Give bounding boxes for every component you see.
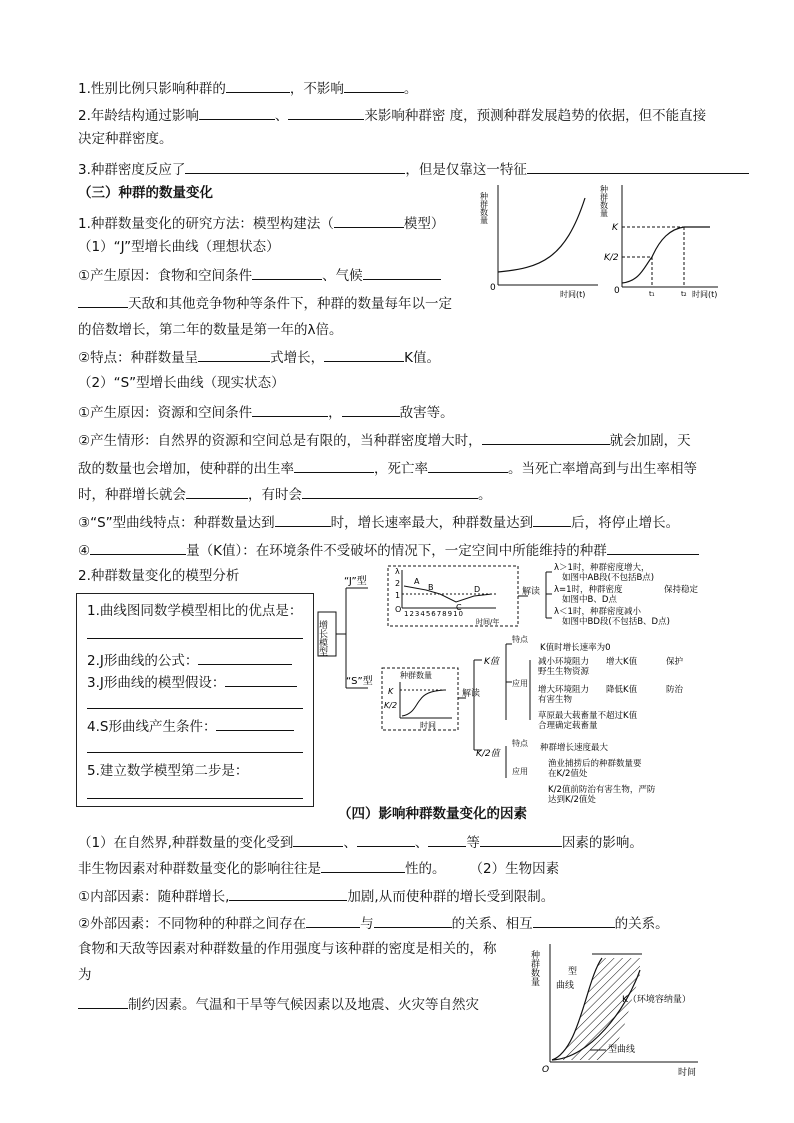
s-line-1: ①产生原因：资源和空间条件 ， 敌害等。 — [78, 402, 454, 422]
a2b: 降低K值 — [606, 685, 638, 695]
lambda: λ — [395, 567, 400, 576]
blank[interactable] — [87, 694, 303, 709]
sg-x: 时间 — [420, 721, 436, 730]
question-box — [76, 593, 314, 807]
r3: λ＜1时，种群密度减小 — [554, 607, 641, 617]
blank[interactable] — [90, 540, 186, 555]
pD: D — [474, 585, 481, 594]
b1b: 在K/2值处 — [548, 769, 588, 779]
blank[interactable] — [374, 913, 452, 928]
blank[interactable] — [199, 105, 275, 120]
j-line-2: 天敌和其他竞争物种等条件下，种群的数量每年以一定 — [78, 293, 452, 313]
a2: 增大环境阻力 — [538, 685, 590, 695]
b2b: 达到K/2值处 — [548, 795, 596, 805]
blank[interactable] — [302, 484, 478, 499]
a1b: 增大K值 — [606, 657, 638, 667]
bottom-ylabel: 种群数量 — [530, 950, 539, 986]
blank[interactable] — [87, 738, 303, 753]
root-label: 增长模型 — [317, 620, 327, 656]
xunit: 时间/年 — [476, 618, 500, 626]
r2c: 如图中B、D点 — [562, 595, 617, 605]
carrying-capacity-graph — [530, 940, 730, 1080]
lam2: 2 — [395, 579, 401, 588]
yingyong: 应用 — [512, 679, 528, 688]
a2c: 防治 — [666, 685, 684, 695]
blank[interactable] — [275, 512, 331, 527]
sg-k: K — [388, 687, 394, 696]
jiedu-s: 解读 — [462, 689, 481, 699]
s4-line-7: 制约因素。气温和干旱等气候因素以及地震、火灾等自然灾 — [78, 994, 479, 1014]
a2d: 有害生物 — [538, 695, 573, 705]
blank[interactable] — [252, 265, 322, 280]
j-branch: “J”型 — [344, 576, 367, 587]
s4-line-1: （1）在自然界,种群数量的变化受到 、 、 等 因素的影响。 — [78, 832, 643, 852]
line-m1: 1.种群数量变化的研究方法：模型构建法（ 模型） — [78, 213, 444, 233]
j-xlabel: 时间(t) — [560, 290, 586, 299]
blank[interactable] — [533, 913, 615, 928]
yingyong2: 应用 — [512, 767, 528, 776]
pC: C — [456, 603, 462, 612]
s-line-4: 时，种群增长就会 ，有时会 。 — [78, 484, 492, 504]
j-line-4: ②特点：种群数量呈 式增长， K值。 — [78, 347, 440, 367]
a1: 减小环境阻力 — [538, 657, 590, 667]
blank[interactable] — [428, 832, 466, 847]
bottom-xingquxian: 型曲线 — [608, 1045, 636, 1055]
a3: 草原最大载畜量不超过K值 — [538, 711, 638, 721]
s4-line-3: ①内部因素：随种群增长, 加剧,从而使种群的增长受到限制。 — [78, 886, 554, 906]
line-m2: 2.种群数量变化的模型分析 — [78, 568, 240, 584]
xticks: 12345678910 — [404, 610, 464, 618]
bottom-xlabel: 时间 — [678, 1068, 697, 1078]
bottom-origin: O — [542, 1065, 550, 1075]
k2d-text: 种群增长速度最大 — [540, 743, 609, 753]
s4-line-4: ②外部因素：不同物种的种群之间存在 与 的关系、相互 的关系。 — [78, 913, 669, 933]
growth-model-diagram — [316, 560, 740, 810]
s4-line-6: 为 — [78, 967, 92, 983]
blank[interactable] — [306, 913, 360, 928]
blank[interactable] — [357, 832, 415, 847]
s4-line-2: 非生物因素对种群数量变化的影响往往是 性的。 （2）生物因素 — [78, 858, 559, 878]
section4-title: （四）影响种群数量变化的因素 — [338, 806, 527, 822]
s-line-3: 敌的数量也会增加，使种群的出生率 ，死亡率 。当死亡率增高到与出生率相等 — [78, 458, 697, 478]
line-2: 2.年龄结构通过影响 、 来影响种群密 度，预测种群发展趋势的依据，但不能直接 — [78, 105, 706, 125]
sg-y: 种群数量 — [400, 671, 432, 680]
blank[interactable] — [252, 402, 328, 417]
blank[interactable] — [288, 105, 364, 120]
line-2b: 决定种群密度。 — [78, 131, 173, 147]
blank[interactable] — [87, 624, 303, 639]
blank[interactable] — [324, 347, 404, 362]
b2: K/2值前防治有害生物，严防 — [548, 785, 656, 795]
bottom-quxian: 曲线 — [556, 981, 575, 991]
r1b: 如图中AB段(不包括B点) — [562, 573, 655, 583]
j-line-1: ①产生原因：食物和空间条件 、气候 — [78, 265, 441, 285]
blank[interactable] — [344, 78, 404, 93]
s-branch: “S”型 — [346, 676, 373, 687]
box-q3: 3.J形曲线的模型假设： — [87, 672, 297, 692]
blank[interactable] — [527, 159, 749, 174]
s-origin: 0 — [614, 286, 620, 296]
bottom-xing: 型 — [568, 967, 578, 977]
pA: A — [414, 577, 420, 586]
a3b: 合理确定载畜量 — [538, 721, 598, 731]
j-line-3: 的倍数增长，第二年的数量是第一年的λ倍。 — [78, 322, 343, 338]
kdian: 特点 — [512, 635, 528, 644]
box-q2: 2.J形曲线的公式： — [87, 650, 292, 670]
section-title: （三）种群的数量变化 — [78, 185, 213, 201]
blank[interactable] — [321, 858, 405, 873]
kd-text: K值时增长速率为0 — [540, 643, 611, 653]
blank[interactable] — [229, 886, 347, 901]
blank[interactable] — [78, 994, 128, 1009]
blank[interactable] — [216, 716, 294, 731]
blank[interactable] — [482, 430, 610, 445]
line-3: 3.种群密度反应了 ，但是仅靠这一特征 — [78, 159, 749, 179]
blank[interactable] — [428, 458, 508, 473]
line-1: 1.性别比例只影响种群的 ，不影响 。 — [78, 78, 417, 98]
bottom-kenv: K（环境容纳量） — [622, 995, 691, 1005]
s-k: K — [612, 223, 618, 233]
blank[interactable] — [78, 293, 128, 308]
blank[interactable] — [293, 832, 343, 847]
a1d: 野生生物资源 — [538, 667, 590, 677]
blank[interactable] — [186, 484, 248, 499]
s-title: （2）“S”型增长曲线（现实状态） — [78, 375, 285, 391]
s-t2: t₂ — [681, 290, 687, 298]
s-line-6: ④ 量（K值）：在环境条件不受破坏的情况下，一定空间中所能维持的种群 — [78, 540, 699, 560]
r1: λ＞1时，种群密度增大， — [554, 563, 650, 573]
r2b: 保持稳定 — [664, 585, 699, 595]
kval: K值 — [484, 657, 499, 667]
blank[interactable] — [198, 650, 292, 665]
j-ylabel: 种群数量 — [480, 192, 489, 224]
s-t1: t₁ — [649, 290, 655, 298]
a1c: 保护 — [666, 657, 684, 667]
s-ylabel: 种群数量 — [600, 185, 609, 217]
s-line-2: ②产生情形：自然界的资源和空间总是有限的，当种群密度增大时， 就会加剧，天 — [78, 430, 691, 450]
s-xlabel: 时间(t) — [692, 290, 718, 299]
box-q5: 5.建立数学模型第二步是： — [87, 763, 249, 779]
blank[interactable] — [533, 512, 571, 527]
box-q4: 4.S形曲线产生条件： — [87, 716, 294, 736]
r2: λ=1时，种群密度 — [554, 585, 623, 595]
b1: 渔业捕捞后的种群数量要 — [548, 759, 642, 769]
blank[interactable] — [87, 784, 303, 799]
blank[interactable] — [226, 78, 290, 93]
k2dian: 特点 — [512, 739, 528, 748]
jiedu-j: 解读 — [522, 587, 541, 597]
k2val: K/2值 — [476, 749, 500, 759]
blank[interactable] — [342, 402, 400, 417]
r3b: 如图中BD段(不包括B、D点) — [562, 617, 670, 627]
lamO: O — [395, 605, 402, 614]
j-title: （1）“J”型增长曲线（理想状态） — [78, 239, 280, 255]
j-origin: 0 — [490, 283, 496, 293]
blank[interactable] — [607, 540, 699, 555]
sg-k2: K/2 — [384, 701, 398, 710]
blank[interactable] — [225, 672, 297, 687]
blank[interactable] — [334, 213, 404, 228]
s4-line-5: 食物和天敌等因素对种群数量的作用强度与该种群的密度是相关的，称 — [78, 941, 497, 957]
s-line-5: ③“S”型曲线特点：种群数量达到 时，增长速率最大，种群数量达到 后，将停止增长。 — [78, 512, 679, 532]
lam1: 1 — [395, 591, 401, 600]
blank[interactable] — [480, 832, 562, 847]
blank[interactable] — [294, 458, 374, 473]
blank[interactable] — [363, 265, 441, 280]
s-curve-graph — [600, 175, 720, 300]
j-curve-graph — [480, 180, 610, 300]
blank[interactable] — [185, 159, 405, 174]
blank[interactable] — [198, 347, 270, 362]
s-k2: K/2 — [604, 253, 619, 263]
pB: B — [428, 583, 434, 592]
box-q1: 1.曲线图同数学模型相比的优点是： — [87, 603, 303, 619]
